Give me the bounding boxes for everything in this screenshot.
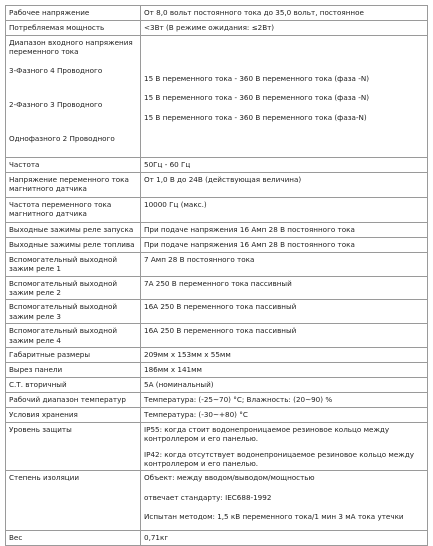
row-value: 16А 250 В переменного тока пассивный <box>141 324 428 348</box>
row-label-cell <box>6 36 141 158</box>
table-row <box>6 531 428 546</box>
row-value: 50Гц - 60 Гц <box>141 158 428 173</box>
row-label: Вырез панели <box>6 362 141 377</box>
table-row <box>6 276 428 300</box>
row-value: Испытан методом: 1,5 кВ переменного тока/1 мин 3 мА тока утечки <box>144 512 404 522</box>
row-label: Рабочее напряжение <box>6 6 141 21</box>
row-label: Уровень защиты <box>6 422 141 470</box>
row-value: Температура: (-25~70) °С; Влажность: (20~90) % <box>141 392 428 407</box>
table-row <box>6 238 428 253</box>
row-label: Степень изоляции <box>6 471 141 531</box>
table-row <box>6 158 428 173</box>
row-value: От 8,0 вольт постоянного тока до 35,0 вольт, постоянное <box>141 6 428 21</box>
row-sublabel: 3-Фазного 4 Проводного <box>9 65 103 75</box>
row-value: При подаче напряжения 16 Амп 28 В постоянного тока <box>141 223 428 238</box>
row-label: С.Т. вторичный <box>6 377 141 392</box>
row-value: 5А (номинальный) <box>141 377 428 392</box>
table-row <box>6 223 428 238</box>
row-value-cell <box>141 36 428 158</box>
row-value: 16А 250 В переменного тока пассивный <box>141 300 428 324</box>
row-label: Частота <box>6 158 141 173</box>
spec-table <box>5 5 428 546</box>
row-label: Диапазон входного напряжения переменного тока <box>9 38 133 57</box>
table-row <box>6 253 428 277</box>
row-label: Рабочий диапазон температур <box>6 392 141 407</box>
table-row <box>6 324 428 348</box>
row-label: Вес <box>6 531 141 546</box>
row-value: IP42: когда отсутствует водонепроницаемое резиновое кольцо между контроллером и его панелью. <box>144 449 414 468</box>
row-value: 209мм x 153мм x 55мм <box>141 347 428 362</box>
row-value: 7А 250 В переменного тока пассивный <box>141 276 428 300</box>
table-row <box>6 173 428 198</box>
table-row <box>6 471 428 531</box>
row-label: Габаритные размеры <box>6 347 141 362</box>
row-value: От 1,0 В до 24В (действующая величина) <box>141 173 428 198</box>
table-row <box>6 362 428 377</box>
row-label: Напряжение переменного тока магнитного датчика <box>6 173 141 198</box>
table-row <box>6 407 428 422</box>
row-value: 7 Амп 28 В постоянного тока <box>141 253 428 277</box>
row-value: IP55: когда стоит водонепроницаемое резиновое кольцо между контроллером и его панелью. <box>144 424 390 444</box>
row-value: Объект: между вводом/выводом/мощностью <box>144 473 315 483</box>
row-value: При подаче напряжения 16 Амп 28 В постоянного тока <box>141 238 428 253</box>
table-row <box>6 21 428 36</box>
table-row <box>6 422 428 470</box>
row-label: Вспомогательный выходной зажим реле 4 <box>6 324 141 348</box>
row-value: 15 В переменного тока - 360 В переменного тока (фаза -N) <box>144 93 370 103</box>
table-row <box>6 6 428 21</box>
row-value: Температура: (-30~+80) °С <box>141 407 428 422</box>
row-value: 15 В переменного тока - 360 В переменного тока (фаза-N) <box>144 112 367 122</box>
row-label: Выходные зажимы реле топлива <box>6 238 141 253</box>
row-label: Вспомогательный выходной зажим реле 3 <box>6 300 141 324</box>
table-row <box>6 377 428 392</box>
row-label: Условия хранения <box>6 407 141 422</box>
row-label: Потребляемая мощность <box>6 21 141 36</box>
row-value-cell <box>141 471 428 531</box>
row-sublabel: 2-Фазного 3 Проводного <box>9 100 103 110</box>
table-row <box>6 36 428 158</box>
row-label: Вспомогательный выходной зажим реле 1 <box>6 253 141 277</box>
row-label: Выходные зажимы реле запуска <box>6 223 141 238</box>
row-label: Частота переменного тока магнитного датчика <box>6 198 141 223</box>
row-value: 186мм x 141мм <box>141 362 428 377</box>
row-value: 0,71кг <box>141 531 428 546</box>
table-row <box>6 392 428 407</box>
row-label: Вспомогательный выходной зажим реле 2 <box>6 276 141 300</box>
table-row <box>6 347 428 362</box>
row-value-cell <box>141 422 428 470</box>
table-row <box>6 300 428 324</box>
table-row <box>6 198 428 223</box>
row-value: 10000 Гц (макс.) <box>141 198 428 223</box>
row-value: 15 В переменного тока - 360 В переменного тока (фаза -N) <box>144 74 370 83</box>
row-value: <3Вт (В режиме ожидания: ≤2Вт) <box>141 21 428 36</box>
row-value: отвечает стандарту: IEC688-1992 <box>144 492 272 502</box>
row-sublabel: Однофазного 2 Проводного <box>9 134 115 144</box>
